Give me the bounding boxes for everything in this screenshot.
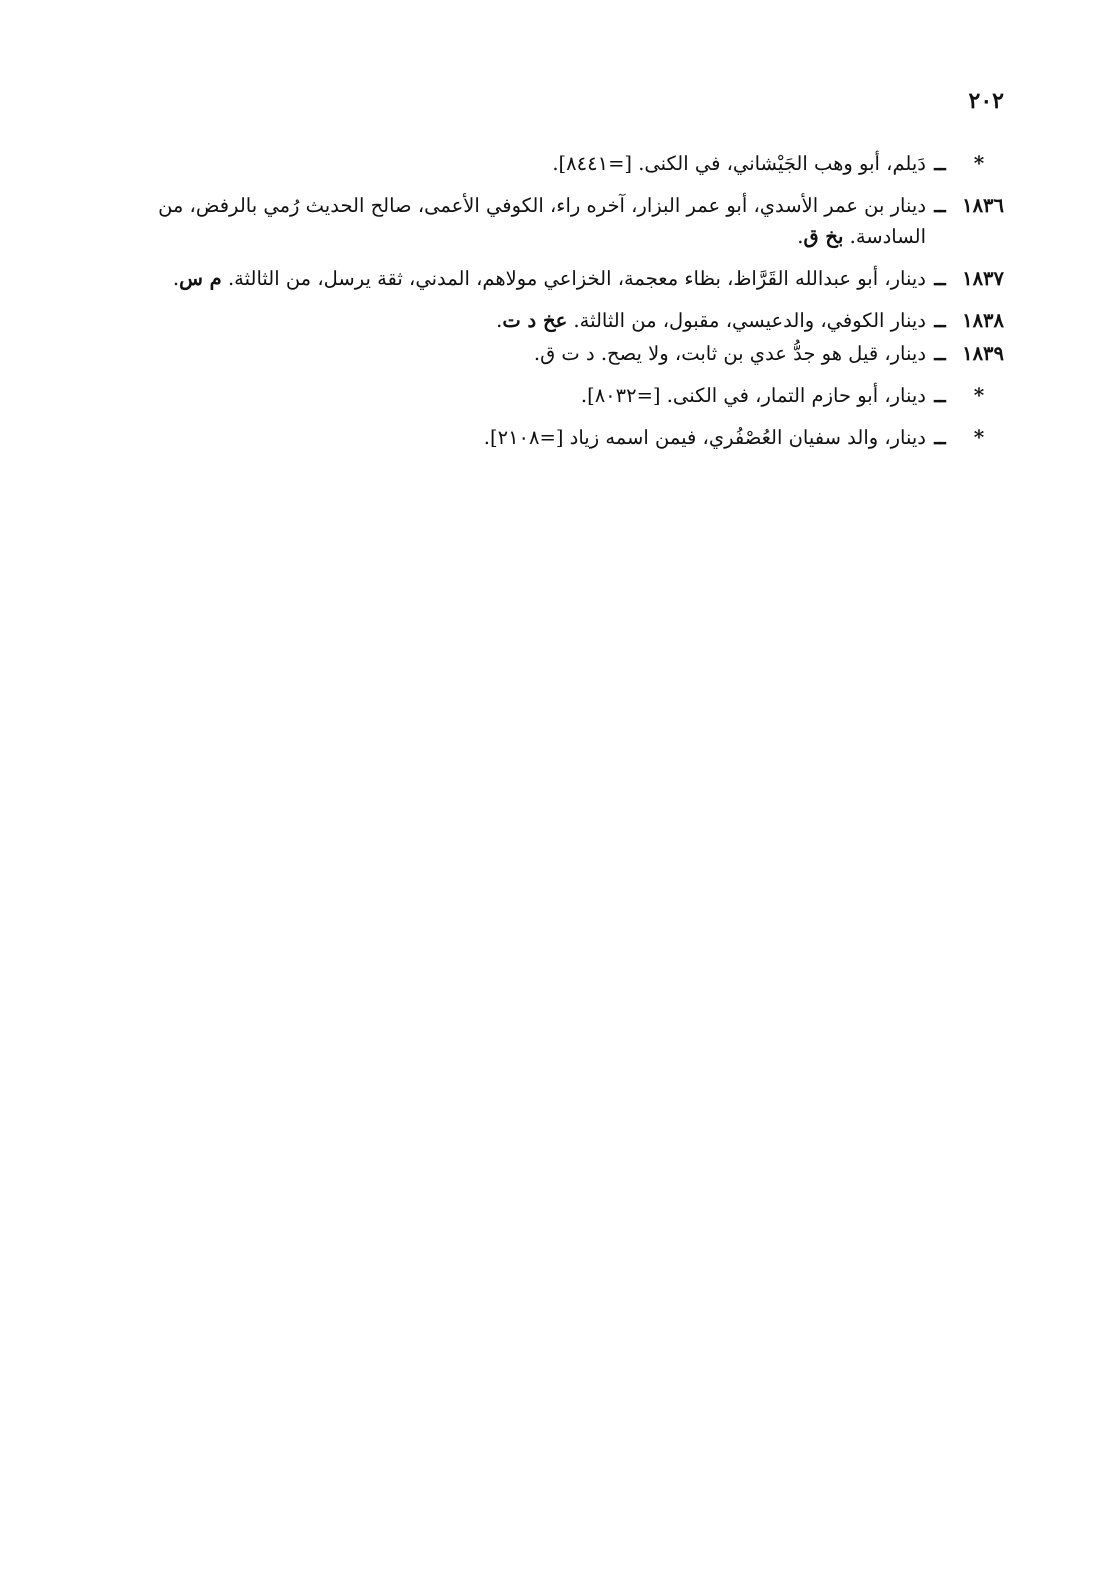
entry-1838 [74,305,1004,336]
entry-body: دينار الكوفي، والدعيسي، مقبول، من الثالثة. [567,309,926,332]
entry-tail: . [797,225,804,248]
dash-separator: ــ [934,152,946,175]
asterisk-marker: * [973,151,985,175]
asterisk-marker: * [973,383,985,407]
entry-code: عخ د ت [502,309,568,332]
entry-number: ١٨٣٨ [962,309,1004,332]
entry-text [74,380,926,411]
entry-body: دينار، قيل هو جدُّ عدي بن ثابت، ولا يصح. د ت ق. [533,342,926,365]
entry-1837 [74,263,1004,294]
entry-body: دينار، أبو عبدالله القَرَّاظ، بظاء معجمة، الخزاعي مولاهم، المدني، ثقة يرسل، من الثالثة. [221,267,926,290]
entry-dailam [74,148,1004,179]
entry-code: م س [179,267,222,290]
entry-body: دينار بن عمر الأسدي، أبو عمر البزار، آخره راء، الكوفي الأعمى، صالح الحديث رُمي بالرفض، من السادسة. [158,194,926,248]
entry-body: دينار، والد سفيان العُصْفُري، فيمن اسمه زياد [=٢١٠٨]. [483,426,926,449]
entry-text [74,305,926,336]
dash-separator: ــ [934,194,946,217]
dash-separator: ــ [934,267,946,290]
entry-text [74,148,926,179]
dash-separator: ــ [934,426,946,449]
entries-list [74,148,1004,464]
entry-number: ١٨٣٩ [962,342,1004,365]
page-number: ٢٠٢ [968,88,1004,114]
entry-body: دَيلم، أبو وهب الجَيْشاني، في الكنى. [=٨٤٤١]. [552,152,926,175]
entry-dinar-walid-sufyan [74,422,1004,453]
asterisk-marker: * [973,425,985,449]
entry-dinar-abu-hazim [74,380,1004,411]
entry-text [74,263,926,294]
entry-1839 [74,338,1004,369]
entry-text [74,422,926,453]
entry-number: ١٨٣٦ [962,194,1004,217]
entry-code: بخ ق [803,225,844,248]
entry-text [74,338,926,369]
entry-body: دينار، أبو حازم التمار، في الكنى. [=٨٠٣٢]. [580,384,926,407]
entry-tail: . [496,309,503,332]
dash-separator: ــ [934,384,946,407]
entry-tail: . [172,267,180,290]
dash-separator: ــ [934,309,946,332]
entry-number: ١٨٣٧ [962,267,1004,290]
entry-1836 [74,190,1004,252]
dash-separator: ــ [934,342,946,365]
entry-text [74,190,926,252]
